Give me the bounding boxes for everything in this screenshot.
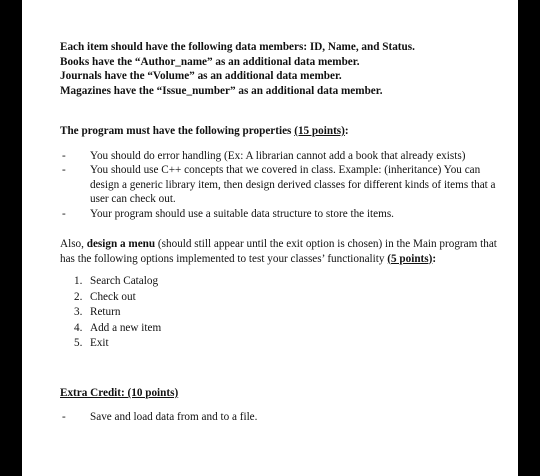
menu-paragraph-post: (should still appear until the exit option is chosen) in the Main program that has the following options implemented to test your classes’ functionality — [60, 238, 497, 265]
menu-points: (5 points) — [387, 252, 433, 265]
list-label: Return — [90, 306, 121, 319]
document-content — [60, 40, 500, 425]
menu-colon: : — [432, 252, 437, 265]
list-item: - You should do error handling (Ex: A librarian cannot add a book that already exists) — [60, 149, 500, 164]
properties-heading-text: The program must have the following properties — [60, 125, 292, 137]
list-label: Check out — [90, 290, 136, 303]
list-label: Search Catalog — [90, 275, 159, 287]
menu-options-list — [60, 274, 500, 352]
menu-paragraph — [60, 237, 500, 266]
list-label: Add a new item — [90, 321, 162, 334]
list-number: 5. — [74, 337, 83, 350]
list-number: 2. — [74, 290, 83, 303]
intro-line: Journals have the “Volume” as an additional data member. — [60, 70, 342, 82]
list-item: - You should use C++ concepts that we covered in class. Example: (inheritance) You can design a generic library item, then design derived classes for different kinds of items that a user can check out. — [60, 163, 500, 207]
intro-line: Books have the “Author_name” as an additional data member. — [60, 55, 360, 68]
extra-credit-heading — [60, 386, 500, 401]
list-item — [60, 305, 500, 321]
intro-line: Magazines have the “Issue_number” as an additional data member. — [60, 84, 383, 97]
menu-paragraph-bold: design a menu — [86, 238, 156, 250]
list-item: - Save and load data from and to a file. — [60, 410, 500, 425]
data-members-intro — [60, 40, 500, 98]
extra-credit-heading-text: Extra Credit: (10 points) — [60, 386, 179, 399]
intro-line: Each item should have the following data members: ID, Name, and Status. — [60, 41, 415, 53]
document-page — [22, 0, 518, 476]
list-item — [60, 321, 500, 337]
list-item — [60, 290, 500, 306]
list-label: Exit — [90, 337, 109, 350]
properties-points: (15 points) — [294, 125, 345, 137]
properties-colon: : — [344, 125, 349, 137]
extra-credit-list — [60, 410, 500, 425]
properties-heading — [60, 124, 500, 139]
list-item — [60, 336, 500, 352]
list-number: 1. — [74, 275, 83, 287]
list-number: 3. — [74, 306, 83, 319]
list-item — [60, 274, 500, 290]
properties-list — [60, 149, 500, 222]
list-item: - Your program should use a suitable data structure to store the items. — [60, 207, 500, 222]
menu-paragraph-pre: Also, — [60, 238, 87, 250]
list-number: 4. — [74, 321, 83, 334]
